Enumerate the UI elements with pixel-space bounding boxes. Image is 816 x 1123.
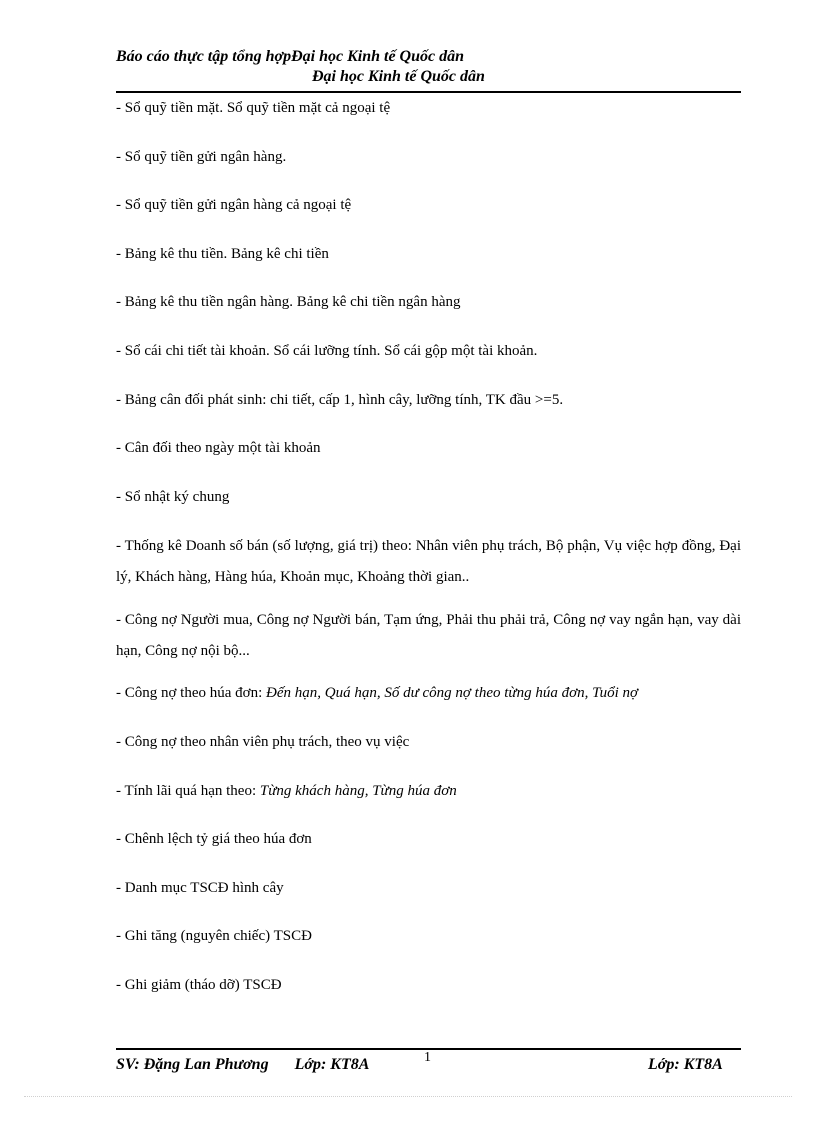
document-body: [116, 94, 741, 1020]
item-text: - Bảng kê thu tiền ngân hàng. Bảng kê chi tiền ngân hàng: [116, 294, 461, 311]
item-text: - Bảng cân đối phát sinh: chi tiết, cấp 1, hình cây, lưỡng tính, TK đầu >=5.: [116, 391, 564, 408]
list-item: [116, 386, 741, 414]
item-italic-text: Đến hạn, Quá hạn, Số dư công nợ theo từng húa đơn, Tuổi nợ: [266, 685, 639, 702]
list-item: [116, 483, 741, 511]
footer-class-left: Lớp: KT8A: [294, 1056, 370, 1073]
list-item: [116, 679, 741, 707]
item-text: - Bảng kê thu tiền. Bảng kê chi tiền: [116, 245, 329, 262]
item-text: - Sổ quỹ tiền gửi ngân hàng.: [116, 148, 287, 165]
item-text: - Ghi tăng (nguyên chiếc) TSCĐ: [116, 928, 312, 945]
list-item: [116, 825, 741, 853]
item-text: - Sổ nhật ký chung: [116, 488, 230, 505]
footer-student: SV: Đặng Lan Phương: [116, 1056, 269, 1073]
page-number: 1: [424, 1050, 431, 1065]
item-text: - Tính lãi quá hạn theo:: [116, 782, 260, 799]
list-item: [116, 94, 741, 122]
item-text: - Sổ cái chi tiết tài khoản. Sổ cái lưỡng tính. Sổ cái gộp một tài khoản.: [116, 342, 538, 359]
list-item: [116, 288, 741, 316]
list-item: [116, 434, 741, 462]
list-item: [116, 337, 741, 365]
header-rule: [116, 91, 741, 93]
item-text: - Chênh lệch tỷ giá theo húa đơn: [116, 831, 312, 848]
list-item: [116, 922, 741, 950]
list-item: [116, 777, 741, 805]
page-edge-divider: [24, 1096, 792, 1097]
item-text: - Công nợ theo húa đơn:: [116, 685, 267, 702]
item-text: - Thống kê Doanh số bán (số lượng, giá trị) theo: Nhân viên phụ trách, Bộ phận, Vụ việc hợp đồng, Đại lý, Khách hàng, Hàng húa, Khoản mục, Khoảng thời gian..: [116, 538, 741, 586]
item-text: - Công nợ Người mua, Công nợ Người bán, Tạm ứng, Phải thu phải trả, Công nợ vay ngắn hạn, vay dài hạn, Công nợ nội bộ...: [116, 612, 741, 660]
list-item: [116, 605, 741, 667]
list-item: [116, 971, 741, 999]
list-item: [116, 240, 741, 268]
list-item: [116, 143, 741, 171]
header-title: Báo cáo thực tập tổng hợpĐại học Kinh tế Quốc dân: [116, 48, 464, 65]
item-text: - Sổ quỹ tiền gửi ngân hàng cả ngoại tệ: [116, 197, 352, 214]
list-item: [116, 191, 741, 219]
list-item: [116, 874, 741, 902]
list-item: [116, 728, 741, 756]
item-text: - Ghi giảm (tháo dỡ) TSCĐ: [116, 976, 282, 993]
item-text: - Công nợ theo nhân viên phụ trách, theo vụ việc: [116, 733, 410, 750]
item-italic-text: Từng khách hàng, Từng húa đơn: [259, 782, 457, 799]
footer-left: [116, 1056, 369, 1074]
footer-class-right: Lớp: KT8A: [648, 1056, 723, 1073]
item-text: - Danh mục TSCĐ hình cây: [116, 879, 284, 896]
header-subtitle: Đại học Kinh tế Quốc dân: [312, 68, 485, 85]
item-text: - Cân đối theo ngày một tài khoản: [116, 440, 321, 457]
list-item: [116, 531, 741, 593]
item-text: - Sổ quỹ tiền mặt. Sổ quỹ tiền mặt cả ngoại tệ: [116, 100, 391, 116]
